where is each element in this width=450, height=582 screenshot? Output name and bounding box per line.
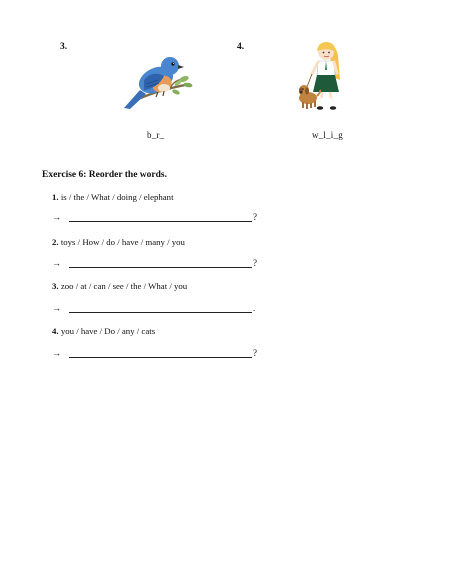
answer-row-2 [52, 258, 257, 268]
question-3 [52, 281, 187, 291]
end-punctuation: ? [253, 212, 257, 222]
question-words: is / the / What / doing / elephant [60, 192, 174, 202]
answer-row-3 [52, 303, 255, 313]
end-punctuation: ? [253, 258, 257, 268]
question-2 [52, 237, 185, 247]
answer-line[interactable] [69, 348, 252, 358]
answer-line[interactable] [69, 212, 252, 222]
question-words: you / have / Do / any / cats [60, 326, 156, 336]
question-number: 2. [52, 237, 59, 247]
girl-walking-dog-icon [296, 40, 354, 116]
picture-number-3: 3. [60, 42, 68, 52]
picture-hint-3: b_r_ [147, 130, 165, 140]
question-number: 1. [52, 192, 59, 202]
arrow-icon: → [52, 303, 61, 313]
question-words: zoo / at / can / see / the / What / you [60, 281, 188, 291]
arrow-icon: → [52, 348, 61, 358]
answer-row-1 [52, 212, 257, 222]
answer-line[interactable] [69, 303, 252, 313]
picture-number-4: 4. [237, 42, 245, 52]
question-number: 4. [52, 326, 59, 336]
answer-line[interactable] [69, 258, 252, 268]
exercise-title: Exercise 6: Reorder the words. [42, 170, 167, 180]
end-punctuation: ? [253, 348, 257, 358]
end-punctuation: . [253, 303, 256, 313]
arrow-icon: → [52, 212, 61, 222]
question-number: 3. [52, 281, 59, 291]
question-words: toys / How / do / have / many / you [60, 237, 185, 247]
bluebird-icon [118, 50, 194, 114]
picture-hint-4: w_l_i_g [312, 130, 343, 140]
question-1 [52, 192, 174, 202]
answer-row-4 [52, 348, 257, 358]
arrow-icon: → [52, 258, 61, 268]
question-4 [52, 326, 155, 336]
